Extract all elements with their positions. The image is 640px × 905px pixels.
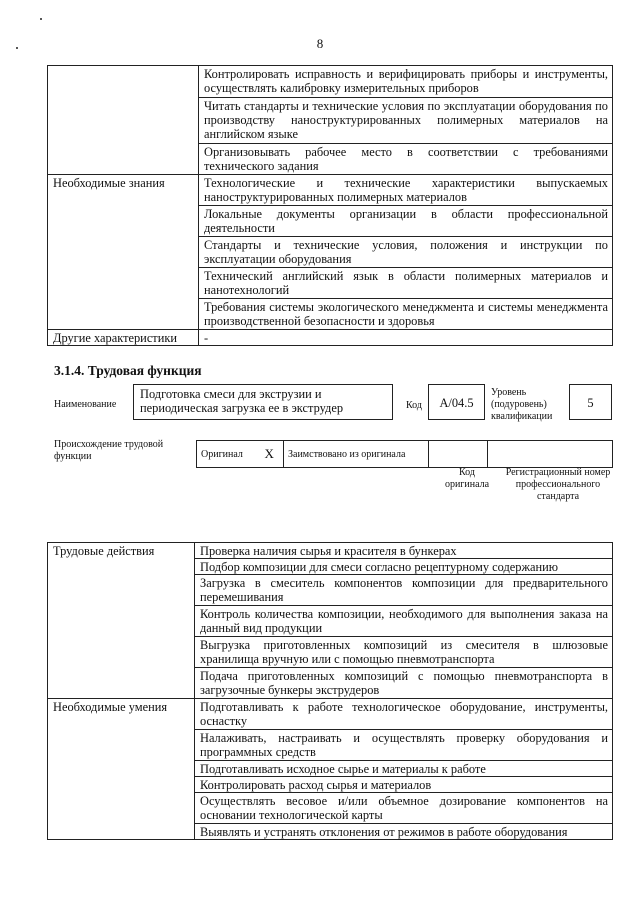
level-box	[569, 384, 612, 420]
row-text: Контролировать исправность и верифицировать приборы и инструменты, осуществлять калибровку измерительных приборов	[199, 66, 613, 98]
table-row	[48, 543, 613, 559]
row-text: Подготавливать к работе технологическое оборудование, инструменты, оснастку	[195, 699, 613, 730]
table-row	[48, 330, 613, 346]
row-text: Выявлять и устранять отклонения от режимов в работе оборудования	[195, 824, 613, 840]
row-label: Другие характеристики	[48, 330, 199, 346]
skills-knowledge-table	[47, 65, 613, 346]
table-row	[197, 441, 613, 468]
row-label: Трудовые действия	[48, 543, 195, 699]
row-text: Технический английский язык в области полимерных материалов и нанотехнологий	[199, 268, 613, 299]
table-row	[48, 699, 613, 730]
table-row	[48, 66, 613, 98]
code-caption: Код оригинала	[444, 467, 490, 490]
code-label: Код	[406, 400, 422, 411]
row-text: Налаживать, настраивать и осуществлять проверку оборудования и программных средств	[195, 730, 613, 761]
name-box	[133, 384, 393, 420]
row-text: Загрузка в смеситель компонентов композиции для предварительного перемешивания	[195, 575, 613, 606]
origin-label: Происхождение трудовой функции	[54, 439, 164, 462]
row-label	[48, 66, 199, 175]
row-text: Выгрузка приготовленных композиций из смесителя в шлюзовые хранилища вручную или с помощью пневмотранспорта	[195, 637, 613, 668]
row-text: Контролировать расход сырья и материалов	[195, 777, 613, 793]
row-text: Стандарты и технические условия, положения и инструкции по эксплуатации оборудования	[199, 237, 613, 268]
section-heading: 3.1.4. Трудовая функция	[54, 363, 202, 378]
row-text: Организовывать рабочее место в соответствии с требованиями технического задания	[199, 144, 613, 175]
code-box	[428, 384, 485, 420]
reg-number-cell	[488, 441, 613, 468]
row-text: Подготавливать исходное сырье и материалы к работе	[195, 761, 613, 777]
row-text: Подбор композиции для смеси согласно рецептурному содержанию	[195, 559, 613, 575]
level-label: Уровень (подуровень) квалификации	[491, 387, 553, 422]
row-text: Контроль количества композиции, необходимого для выполнения заказа на данный вид продукции	[195, 606, 613, 637]
row-label: Необходимые умения	[48, 699, 195, 840]
original-mark: X	[256, 441, 284, 468]
function-code: А/04.5	[439, 396, 474, 410]
row-text: -	[199, 330, 613, 346]
function-name: Подготовка смеси для экструзии и периодическая загрузка ее в экструдер	[140, 387, 344, 415]
row-text: Подача приготовленных композиций с помощью пневмотранспорта в загрузочные бункеры экструдеров	[195, 668, 613, 699]
name-label: Наименование	[54, 399, 117, 410]
row-text: Осуществлять весовое и/или объемное дозирование компонентов на основании технологической карты	[195, 793, 613, 824]
row-text: Читать стандарты и технические условия по эксплуатации оборудования по производству наноструктурированных полимерных материалов на английском языке	[199, 98, 613, 144]
actions-skills-table	[47, 542, 613, 840]
original-code-cell	[429, 441, 488, 468]
scan-speck	[40, 18, 42, 20]
row-text: Требования системы экологического менеджмента и системы менеджмента производственной безопасности и здоровья	[199, 299, 613, 330]
row-label: Необходимые знания	[48, 175, 199, 330]
page-number: 8	[316, 36, 324, 51]
borrowed-label: Заимствовано из оригинала	[284, 441, 429, 468]
reg-caption: Регистрационный номер профессионального стандарта	[505, 467, 611, 502]
row-text: Локальные документы организации в области профессиональной деятельности	[199, 206, 613, 237]
origin-table	[196, 440, 613, 468]
original-label: Оригинал	[197, 441, 256, 468]
level-value: 5	[587, 396, 594, 410]
row-text: Проверка наличия сырья и красителя в бункерах	[195, 543, 613, 559]
row-text: Технологические и технические характеристики выпускаемых наноструктурированных полимерных материалов	[199, 175, 613, 206]
table-row	[48, 175, 613, 206]
